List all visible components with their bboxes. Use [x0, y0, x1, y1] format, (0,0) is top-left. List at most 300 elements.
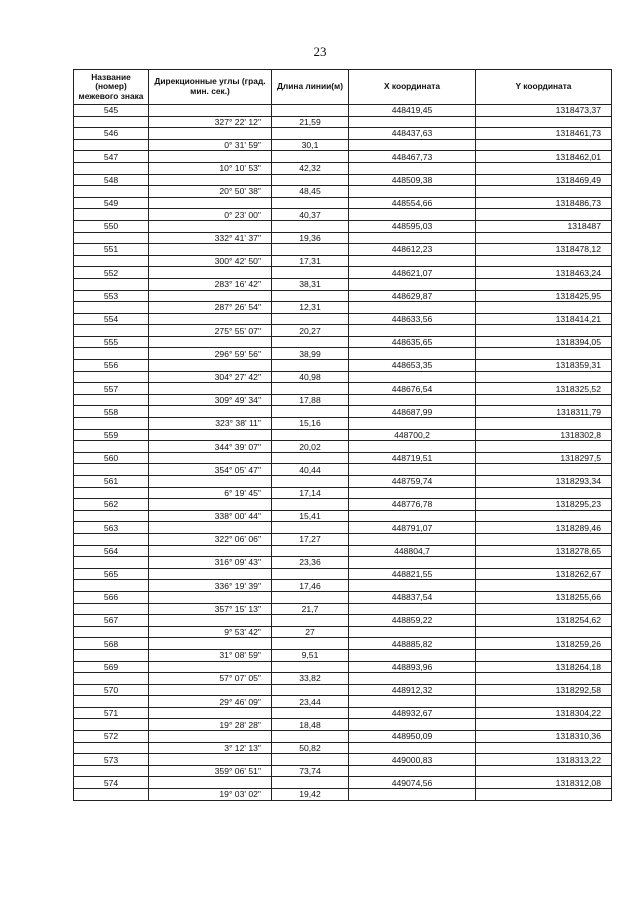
- empty-cell: [476, 557, 612, 569]
- header-length: Длина линии(м): [272, 70, 349, 105]
- empty-cell: [149, 267, 272, 279]
- point-row: [74, 128, 612, 140]
- empty-cell: [149, 174, 272, 186]
- line-length-cell: 40,98: [272, 371, 349, 383]
- empty-cell: [476, 673, 612, 685]
- x-coordinate-cell: 448676,54: [349, 383, 476, 395]
- segment-row: [74, 719, 612, 731]
- x-coordinate-cell: 448821,55: [349, 568, 476, 580]
- x-coordinate-cell: 448776,78: [349, 499, 476, 511]
- y-coordinate-cell: 1318461,73: [476, 128, 612, 140]
- y-coordinate-cell: 1318478,12: [476, 244, 612, 256]
- line-length-cell: 12,31: [272, 302, 349, 314]
- empty-cell: [349, 209, 476, 221]
- point-name-cell: 563: [74, 522, 149, 534]
- direction-angle-cell: 323° 38' 11": [149, 418, 272, 430]
- y-coordinate-cell: 1318304,22: [476, 707, 612, 719]
- empty-cell: [349, 302, 476, 314]
- segment-row: [74, 116, 612, 128]
- x-coordinate-cell: 448912,32: [349, 684, 476, 696]
- empty-cell: [349, 789, 476, 801]
- empty-cell: [149, 731, 272, 743]
- point-name-cell: 572: [74, 731, 149, 743]
- empty-cell: [74, 441, 149, 453]
- segment-row: [74, 441, 612, 453]
- y-coordinate-cell: 1318292,58: [476, 684, 612, 696]
- empty-cell: [272, 105, 349, 117]
- x-coordinate-cell: 448932,67: [349, 707, 476, 719]
- empty-cell: [272, 499, 349, 511]
- empty-cell: [349, 557, 476, 569]
- point-row: [74, 568, 612, 580]
- x-coordinate-cell: 448633,56: [349, 313, 476, 325]
- empty-cell: [74, 580, 149, 592]
- boundary-marks-table: [73, 69, 612, 801]
- empty-cell: [149, 290, 272, 302]
- empty-cell: [74, 162, 149, 174]
- segment-row: [74, 394, 612, 406]
- y-coordinate-cell: 1318359,31: [476, 360, 612, 372]
- direction-angle-cell: 304° 27' 42": [149, 371, 272, 383]
- empty-cell: [476, 649, 612, 661]
- empty-cell: [476, 580, 612, 592]
- line-length-cell: 15,41: [272, 510, 349, 522]
- point-name-cell: 549: [74, 197, 149, 209]
- empty-cell: [149, 197, 272, 209]
- segment-row: [74, 603, 612, 615]
- line-length-cell: 48,45: [272, 186, 349, 198]
- empty-cell: [476, 116, 612, 128]
- y-coordinate-cell: 1318289,46: [476, 522, 612, 534]
- empty-cell: [74, 464, 149, 476]
- y-coordinate-cell: 1318310,36: [476, 731, 612, 743]
- y-coordinate-cell: 1318312,08: [476, 777, 612, 789]
- direction-angle-cell: 10° 10' 53": [149, 162, 272, 174]
- point-name-cell: 558: [74, 406, 149, 418]
- y-coordinate-cell: 1318262,67: [476, 568, 612, 580]
- empty-cell: [74, 278, 149, 290]
- line-length-cell: 23,36: [272, 557, 349, 569]
- point-name-cell: 564: [74, 545, 149, 557]
- line-length-cell: 17,31: [272, 255, 349, 267]
- segment-row: [74, 464, 612, 476]
- empty-cell: [476, 789, 612, 801]
- point-row: [74, 777, 612, 789]
- empty-cell: [272, 313, 349, 325]
- empty-cell: [349, 533, 476, 545]
- point-name-cell: 573: [74, 754, 149, 766]
- empty-cell: [272, 244, 349, 256]
- empty-cell: [476, 348, 612, 360]
- x-coordinate-cell: 448837,54: [349, 591, 476, 603]
- empty-cell: [476, 719, 612, 731]
- empty-cell: [74, 603, 149, 615]
- direction-angle-cell: 338° 00' 44": [149, 510, 272, 522]
- empty-cell: [476, 371, 612, 383]
- empty-cell: [149, 661, 272, 673]
- point-name-cell: 559: [74, 429, 149, 441]
- direction-angle-cell: 322° 06' 06": [149, 533, 272, 545]
- empty-cell: [272, 684, 349, 696]
- line-length-cell: 17,88: [272, 394, 349, 406]
- empty-cell: [74, 209, 149, 221]
- empty-cell: [349, 186, 476, 198]
- empty-cell: [476, 533, 612, 545]
- empty-cell: [149, 684, 272, 696]
- empty-cell: [149, 707, 272, 719]
- empty-cell: [149, 151, 272, 163]
- segment-row: [74, 510, 612, 522]
- point-row: [74, 313, 612, 325]
- point-name-cell: 569: [74, 661, 149, 673]
- line-length-cell: 30,1: [272, 139, 349, 151]
- empty-cell: [74, 533, 149, 545]
- empty-cell: [272, 777, 349, 789]
- segment-row: [74, 278, 612, 290]
- empty-cell: [476, 302, 612, 314]
- y-coordinate-cell: 1318394,05: [476, 336, 612, 348]
- y-coordinate-cell: 1318462,01: [476, 151, 612, 163]
- point-row: [74, 476, 612, 488]
- point-row: [74, 638, 612, 650]
- point-row: [74, 661, 612, 673]
- x-coordinate-cell: 448419,45: [349, 105, 476, 117]
- empty-cell: [272, 707, 349, 719]
- empty-cell: [349, 162, 476, 174]
- segment-row: [74, 696, 612, 708]
- direction-angle-cell: 316° 09' 43": [149, 557, 272, 569]
- empty-cell: [476, 162, 612, 174]
- header-angle: Дирекционные углы (град. мин. сек.): [149, 70, 272, 105]
- empty-cell: [74, 789, 149, 801]
- empty-cell: [74, 186, 149, 198]
- x-coordinate-cell: 448893,96: [349, 661, 476, 673]
- empty-cell: [74, 487, 149, 499]
- empty-cell: [349, 649, 476, 661]
- segment-row: [74, 626, 612, 638]
- x-coordinate-cell: 448635,65: [349, 336, 476, 348]
- point-row: [74, 267, 612, 279]
- empty-cell: [149, 244, 272, 256]
- empty-cell: [149, 406, 272, 418]
- page-number: 23: [313, 44, 327, 59]
- y-coordinate-cell: 1318293,34: [476, 476, 612, 488]
- x-coordinate-cell: 448885,82: [349, 638, 476, 650]
- direction-angle-cell: 57° 07' 05": [149, 673, 272, 685]
- empty-cell: [149, 545, 272, 557]
- x-coordinate-cell: 448700,2: [349, 429, 476, 441]
- empty-cell: [349, 742, 476, 754]
- empty-cell: [349, 371, 476, 383]
- point-row: [74, 174, 612, 186]
- empty-cell: [476, 742, 612, 754]
- direction-angle-cell: 357° 15' 13": [149, 603, 272, 615]
- empty-cell: [476, 418, 612, 430]
- y-coordinate-cell: 1318311,79: [476, 406, 612, 418]
- header-y: Y координата: [476, 70, 612, 105]
- empty-cell: [74, 696, 149, 708]
- empty-cell: [349, 418, 476, 430]
- point-name-cell: 551: [74, 244, 149, 256]
- direction-angle-cell: 0° 31' 59": [149, 139, 272, 151]
- x-coordinate-cell: 448554,66: [349, 197, 476, 209]
- empty-cell: [349, 278, 476, 290]
- point-name-cell: 554: [74, 313, 149, 325]
- point-row: [74, 244, 612, 256]
- line-length-cell: 38,99: [272, 348, 349, 360]
- empty-cell: [272, 174, 349, 186]
- point-row: [74, 105, 612, 117]
- point-name-cell: 566: [74, 591, 149, 603]
- empty-cell: [349, 441, 476, 453]
- line-length-cell: 9,51: [272, 649, 349, 661]
- x-coordinate-cell: 448653,35: [349, 360, 476, 372]
- empty-cell: [272, 197, 349, 209]
- segment-row: [74, 789, 612, 801]
- line-length-cell: 27: [272, 626, 349, 638]
- x-coordinate-cell: 449000,83: [349, 754, 476, 766]
- point-name-cell: 568: [74, 638, 149, 650]
- segment-row: [74, 742, 612, 754]
- empty-cell: [349, 348, 476, 360]
- empty-cell: [272, 661, 349, 673]
- line-length-cell: 17,27: [272, 533, 349, 545]
- y-coordinate-cell: 1318255,66: [476, 591, 612, 603]
- empty-cell: [272, 429, 349, 441]
- line-length-cell: 42,32: [272, 162, 349, 174]
- empty-cell: [149, 105, 272, 117]
- direction-angle-cell: 20° 50' 38": [149, 186, 272, 198]
- point-name-cell: 570: [74, 684, 149, 696]
- y-coordinate-cell: 1318487: [476, 220, 612, 232]
- segment-row: [74, 557, 612, 569]
- empty-cell: [272, 591, 349, 603]
- direction-angle-cell: 309° 49' 34": [149, 394, 272, 406]
- empty-cell: [476, 603, 612, 615]
- empty-cell: [349, 487, 476, 499]
- point-row: [74, 151, 612, 163]
- empty-cell: [349, 580, 476, 592]
- segment-row: [74, 418, 612, 430]
- empty-cell: [349, 510, 476, 522]
- empty-cell: [74, 371, 149, 383]
- y-coordinate-cell: 1318463,24: [476, 267, 612, 279]
- y-coordinate-cell: 1318302,8: [476, 429, 612, 441]
- point-row: [74, 499, 612, 511]
- y-coordinate-cell: 1318278,65: [476, 545, 612, 557]
- x-coordinate-cell: 448467,73: [349, 151, 476, 163]
- empty-cell: [149, 638, 272, 650]
- line-length-cell: 38,31: [272, 278, 349, 290]
- empty-cell: [74, 649, 149, 661]
- empty-cell: [74, 394, 149, 406]
- empty-cell: [476, 626, 612, 638]
- empty-cell: [149, 522, 272, 534]
- x-coordinate-cell: 448950,09: [349, 731, 476, 743]
- line-length-cell: 20,02: [272, 441, 349, 453]
- empty-cell: [476, 441, 612, 453]
- segment-row: [74, 348, 612, 360]
- line-length-cell: 19,42: [272, 789, 349, 801]
- segment-row: [74, 487, 612, 499]
- line-length-cell: 21,59: [272, 116, 349, 128]
- point-name-cell: 556: [74, 360, 149, 372]
- point-row: [74, 522, 612, 534]
- direction-angle-cell: 296° 59' 56": [149, 348, 272, 360]
- x-coordinate-cell: 448612,23: [349, 244, 476, 256]
- y-coordinate-cell: 1318264,18: [476, 661, 612, 673]
- empty-cell: [476, 186, 612, 198]
- x-coordinate-cell: 448437,63: [349, 128, 476, 140]
- empty-cell: [74, 232, 149, 244]
- y-coordinate-cell: 1318469,49: [476, 174, 612, 186]
- direction-angle-cell: 275° 55' 07": [149, 325, 272, 337]
- point-row: [74, 336, 612, 348]
- x-coordinate-cell: 448759,74: [349, 476, 476, 488]
- point-name-cell: 545: [74, 105, 149, 117]
- segment-row: [74, 580, 612, 592]
- direction-angle-cell: 0° 23' 00": [149, 209, 272, 221]
- empty-cell: [149, 615, 272, 627]
- empty-cell: [272, 290, 349, 302]
- empty-cell: [272, 383, 349, 395]
- segment-row: [74, 371, 612, 383]
- y-coordinate-cell: 1318313,22: [476, 754, 612, 766]
- point-row: [74, 754, 612, 766]
- empty-cell: [272, 406, 349, 418]
- empty-cell: [349, 464, 476, 476]
- point-name-cell: 561: [74, 476, 149, 488]
- y-coordinate-cell: 1318425,95: [476, 290, 612, 302]
- direction-angle-cell: 6° 19' 45": [149, 487, 272, 499]
- point-name-cell: 555: [74, 336, 149, 348]
- empty-cell: [476, 696, 612, 708]
- segment-row: [74, 139, 612, 151]
- y-coordinate-cell: 1318473,37: [476, 105, 612, 117]
- point-row: [74, 707, 612, 719]
- point-row: [74, 197, 612, 209]
- line-length-cell: 19,36: [272, 232, 349, 244]
- empty-cell: [349, 394, 476, 406]
- point-name-cell: 553: [74, 290, 149, 302]
- point-row: [74, 731, 612, 743]
- segment-row: [74, 186, 612, 198]
- line-length-cell: 20,27: [272, 325, 349, 337]
- line-length-cell: 21,7: [272, 603, 349, 615]
- line-length-cell: 17,14: [272, 487, 349, 499]
- empty-cell: [349, 139, 476, 151]
- point-row: [74, 406, 612, 418]
- empty-cell: [272, 360, 349, 372]
- empty-cell: [272, 128, 349, 140]
- empty-cell: [272, 731, 349, 743]
- segment-row: [74, 673, 612, 685]
- direction-angle-cell: 29° 46' 09": [149, 696, 272, 708]
- point-row: [74, 545, 612, 557]
- y-coordinate-cell: 1318325,52: [476, 383, 612, 395]
- empty-cell: [272, 476, 349, 488]
- empty-cell: [349, 116, 476, 128]
- empty-cell: [349, 673, 476, 685]
- empty-cell: [74, 719, 149, 731]
- empty-cell: [476, 139, 612, 151]
- empty-cell: [149, 220, 272, 232]
- empty-cell: [272, 452, 349, 464]
- header-name: Название (номер) межевого знака: [74, 70, 149, 105]
- point-name-cell: 552: [74, 267, 149, 279]
- empty-cell: [476, 325, 612, 337]
- empty-cell: [272, 151, 349, 163]
- x-coordinate-cell: 448509,38: [349, 174, 476, 186]
- empty-cell: [349, 719, 476, 731]
- direction-angle-cell: 9° 53' 42": [149, 626, 272, 638]
- empty-cell: [149, 128, 272, 140]
- x-coordinate-cell: 448629,87: [349, 290, 476, 302]
- direction-angle-cell: 332° 41' 37": [149, 232, 272, 244]
- direction-angle-cell: 287° 26' 54": [149, 302, 272, 314]
- line-length-cell: 18,48: [272, 719, 349, 731]
- header-x: X координата: [349, 70, 476, 105]
- direction-angle-cell: 354° 05' 47": [149, 464, 272, 476]
- segment-row: [74, 765, 612, 777]
- empty-cell: [74, 557, 149, 569]
- empty-cell: [476, 394, 612, 406]
- y-coordinate-cell: 1318254,62: [476, 615, 612, 627]
- empty-cell: [272, 638, 349, 650]
- point-name-cell: 567: [74, 615, 149, 627]
- y-coordinate-cell: 1318295,23: [476, 499, 612, 511]
- empty-cell: [149, 429, 272, 441]
- direction-angle-cell: 300° 42' 50": [149, 255, 272, 267]
- y-coordinate-cell: 1318259,26: [476, 638, 612, 650]
- empty-cell: [149, 568, 272, 580]
- x-coordinate-cell: 448687,99: [349, 406, 476, 418]
- empty-cell: [476, 510, 612, 522]
- table-header-row: [74, 70, 612, 105]
- x-coordinate-cell: 448791,07: [349, 522, 476, 534]
- point-name-cell: 565: [74, 568, 149, 580]
- empty-cell: [74, 510, 149, 522]
- empty-cell: [149, 499, 272, 511]
- empty-cell: [349, 255, 476, 267]
- segment-row: [74, 533, 612, 545]
- empty-cell: [349, 232, 476, 244]
- empty-cell: [272, 267, 349, 279]
- x-coordinate-cell: 449074,56: [349, 777, 476, 789]
- empty-cell: [349, 696, 476, 708]
- empty-cell: [272, 754, 349, 766]
- y-coordinate-cell: 1318414,21: [476, 313, 612, 325]
- empty-cell: [74, 325, 149, 337]
- segment-row: [74, 325, 612, 337]
- empty-cell: [476, 464, 612, 476]
- direction-angle-cell: 31° 08' 59": [149, 649, 272, 661]
- point-row: [74, 684, 612, 696]
- direction-angle-cell: 359° 06' 51": [149, 765, 272, 777]
- empty-cell: [74, 626, 149, 638]
- empty-cell: [149, 476, 272, 488]
- empty-cell: [349, 603, 476, 615]
- empty-cell: [272, 568, 349, 580]
- point-row: [74, 615, 612, 627]
- direction-angle-cell: 283° 16' 42": [149, 278, 272, 290]
- point-row: [74, 220, 612, 232]
- empty-cell: [272, 615, 349, 627]
- empty-cell: [349, 765, 476, 777]
- empty-cell: [149, 313, 272, 325]
- x-coordinate-cell: 448621,07: [349, 267, 476, 279]
- empty-cell: [149, 383, 272, 395]
